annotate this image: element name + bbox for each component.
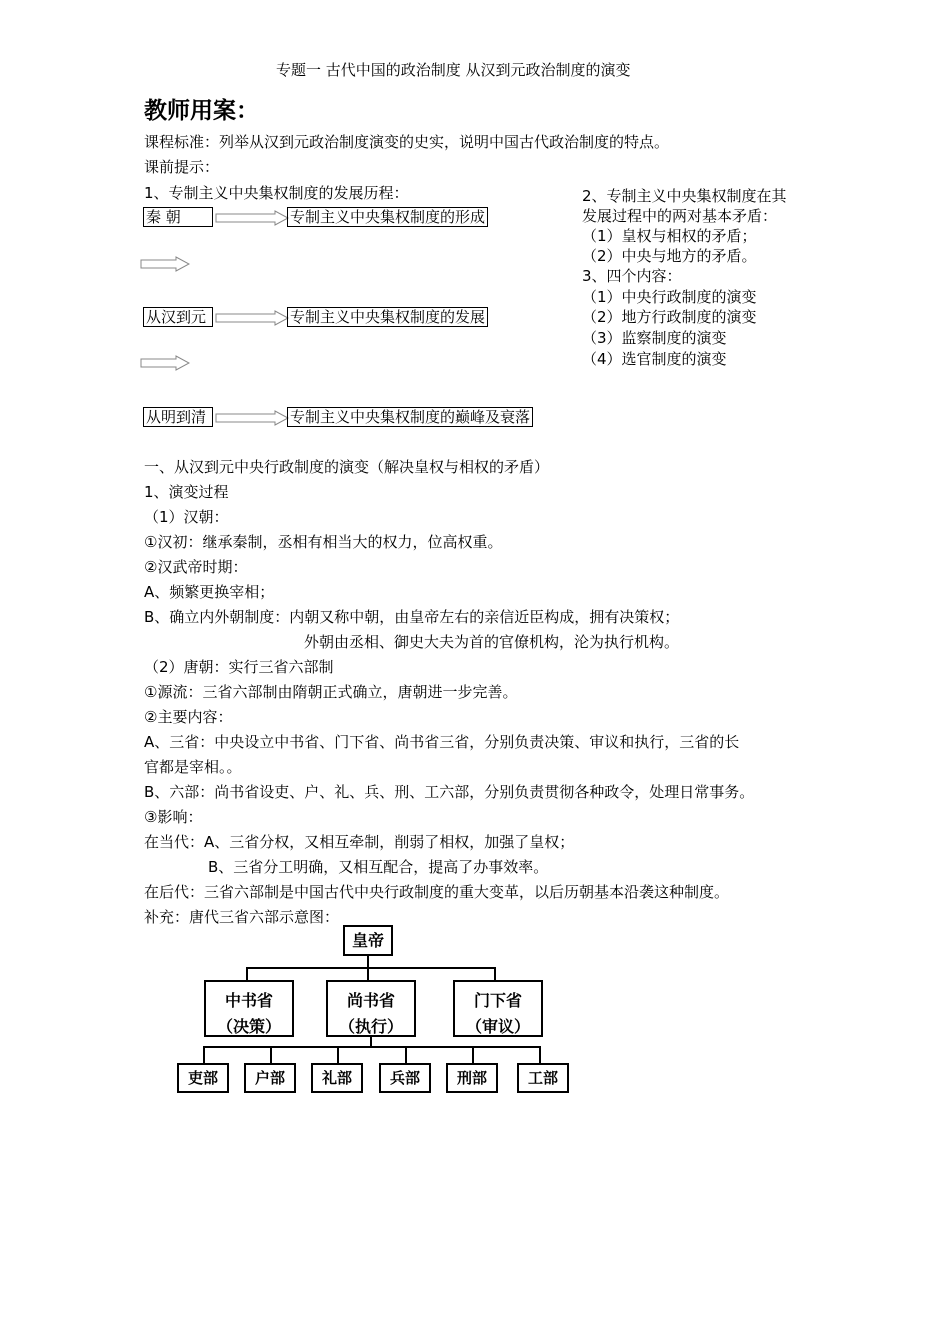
emperor-box: 皇帝 (343, 925, 393, 956)
connector-line (203, 1046, 205, 1063)
down-arrow-icon (140, 355, 190, 371)
body-line: （1）汉朝： (144, 508, 229, 526)
period-box-qin: 秦 朝 (143, 207, 213, 227)
body-line: 补充：唐代三省六部示意图： (144, 908, 340, 926)
province-role: （决策） (216, 1017, 281, 1036)
body-line: （2）唐朝：实行三省六部制 (144, 658, 334, 676)
down-arrow-icon (140, 256, 190, 272)
course-standard: 课程标准：列举从汉到元政治制度演变的史实，说明中国古代政治制度的特点。 (144, 133, 670, 151)
connector-line (367, 954, 369, 968)
connector-line (472, 1046, 474, 1063)
province-box-menxia (453, 980, 543, 1037)
timeline-heading: 1、专制主义中央集权制度的发展历程： (144, 184, 409, 202)
side-line: 3、四个内容： (582, 267, 682, 285)
connector-line (203, 1046, 541, 1048)
period-box-han-yuan: 从汉到元 (143, 307, 213, 327)
province-name: 尚书省 (346, 991, 395, 1010)
body-line: A、频繁更换宰相； (144, 583, 275, 601)
province-box-shangshu (326, 980, 416, 1037)
body-line: 外朝由丞相、御史大夫为首的官僚机构，沦为执行机构。 (304, 633, 680, 651)
body-line: B、确立内外朝制度：内朝又称中朝，由皇帝左右的亲信近臣构成，拥有决策权； (144, 608, 680, 626)
connector-line (246, 967, 496, 969)
connector-line (246, 967, 248, 980)
side-line: （1）皇权与相权的矛盾； (582, 227, 757, 245)
side-line: （1）中央行政制度的演变 (582, 288, 757, 306)
ministry-box-li: 吏部 (177, 1063, 229, 1093)
body-line: 在当代：A、三省分权，又相互牵制，削弱了相权，加强了皇权； (144, 833, 575, 851)
body-line: ③影响： (144, 808, 203, 826)
side-line: 发展过程中的两对基本矛盾： (582, 207, 778, 225)
connector-line (539, 1046, 541, 1063)
body-line: 1、演变过程 (144, 483, 229, 501)
body-line: B、六部：尚书省设吏、户、礼、兵、刑、工六部，分别负责贯彻各种政令，处理日常事务。 (144, 783, 755, 801)
body-line: ②主要内容： (144, 708, 233, 726)
province-name: 门下省 (473, 991, 522, 1010)
teacher-plan-heading: 教师用案： (144, 98, 259, 124)
side-line: （2）地方行政制度的演变 (582, 308, 757, 326)
ministry-box-gong: 工部 (517, 1063, 569, 1093)
connector-line (494, 967, 496, 980)
body-line: 在后代：三省六部制是中国古代中央行政制度的重大变革，以后历朝基本沿袭这种制度。 (144, 883, 730, 901)
ministry-box-bing: 兵部 (379, 1063, 431, 1093)
province-role: （执行） (338, 1017, 403, 1036)
arrow-icon (215, 210, 289, 226)
ministry-box-li-rites: 礼部 (311, 1063, 363, 1093)
result-box-formation: 专制主义中央集权制度的形成 (287, 207, 488, 227)
side-line: （2）中央与地方的矛盾。 (582, 247, 757, 265)
body-line: ①汉初：继承秦制，丞相有相当大的权力，位高权重。 (144, 533, 503, 551)
side-line: （3）监察制度的演变 (582, 329, 727, 347)
connector-line (270, 1046, 272, 1063)
side-line: （4）选官制度的演变 (582, 350, 727, 368)
prelude-label: 课前提示： (144, 158, 220, 176)
province-box-zhongshu (204, 980, 294, 1037)
section-heading: 一、从汉到元中央行政制度的演变（解决皇权与相权的矛盾） (144, 458, 550, 476)
body-line: ②汉武帝时期： (144, 558, 248, 576)
body-line: ①源流：三省六部制由隋朝正式确立，唐朝进一步完善。 (144, 683, 518, 701)
document-title: 专题一 古代中国的政治制度 从汉到元政治制度的演变 (276, 61, 631, 79)
connector-line (405, 1046, 407, 1063)
connector-line (337, 1046, 339, 1063)
arrow-icon (215, 310, 289, 326)
province-role: （审议） (465, 1017, 530, 1036)
ministry-box-xing: 刑部 (446, 1063, 498, 1093)
side-line: 2、专制主义中央集权制度在其 (582, 187, 787, 205)
result-box-development: 专制主义中央集权制度的发展 (287, 307, 488, 327)
period-box-ming-qing: 从明到清 (143, 407, 213, 427)
result-box-peak-decline: 专制主义中央集权制度的巅峰及衰落 (287, 407, 533, 427)
body-line: B、三省分工明确，又相互配合，提高了办事效率。 (208, 858, 549, 876)
ministry-box-hu: 户部 (244, 1063, 296, 1093)
body-line: 官都是宰相。。 (144, 758, 242, 776)
arrow-icon (215, 410, 289, 426)
body-line: A、三省：中央设立中书省、门下省、尚书省三省，分别负责决策、审议和执行，三省的长 (144, 733, 740, 751)
province-name: 中书省 (224, 991, 273, 1010)
connector-line (367, 967, 369, 980)
